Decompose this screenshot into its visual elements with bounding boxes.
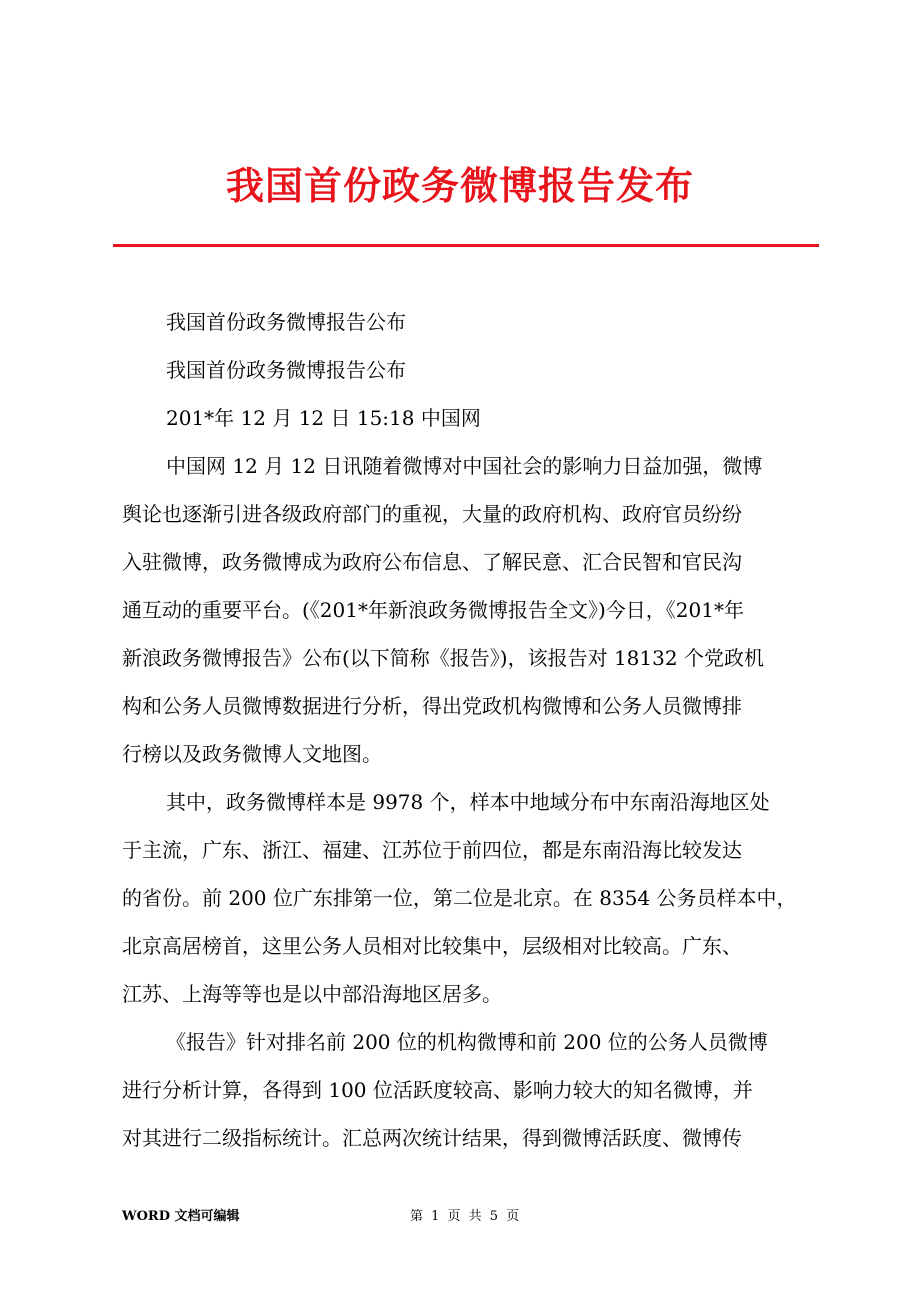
text-line: 我国首份政务微博报告公布 xyxy=(166,310,406,334)
text-line: 中国网 12 月 12 日讯随着微博对中国社会的影响力日益加强，微博 xyxy=(166,454,763,478)
text-line: 行榜以及政务微博人文地图。 xyxy=(122,742,382,766)
text-line: 通互动的重要平台。(《201*年新浪政务微博报告全文》)今日，《201*年 xyxy=(122,598,744,622)
text-line: 201*年 12 月 12 日 15:18 中国网 xyxy=(166,406,481,430)
text-line: 新浪政务微博报告》公布(以下简称《报告》)，该报告对 18132 个党政机 xyxy=(122,646,764,670)
text-line: 江苏、上海等等也是以中部沿海地区居多。 xyxy=(122,982,502,1006)
text-line: 于主流，广东、浙江、福建、江苏位于前四位，都是东南沿海比较发达 xyxy=(122,838,742,862)
text-line: 构和公务人员微博数据进行分析，得出党政机构微博和公务人员微博排 xyxy=(122,694,742,718)
text-line: 入驻微博，政务微博成为政府公布信息、了解民意、汇合民智和官民沟 xyxy=(122,550,742,574)
text-line: 我国首份政务微博报告公布 xyxy=(166,358,406,382)
title-divider xyxy=(113,244,819,247)
footer-editable-label: WORD 文档可编辑 xyxy=(122,1209,240,1224)
text-line: 舆论也逐渐引进各级政府部门的重视，大量的政府机构、政府官员纷纷 xyxy=(122,502,742,526)
text-line: 对其进行二级指标统计。汇总两次统计结果，得到微博活跃度、微博传 xyxy=(122,1126,742,1150)
text-line: 其中，政务微博样本是 9978 个，样本中地域分布中东南沿海地区处 xyxy=(166,790,770,814)
footer-page-number: 第 1 页 共 5 页 xyxy=(410,1209,522,1224)
text-line: 《报告》针对排名前 200 位的机构微博和前 200 位的公务人员微博 xyxy=(166,1030,768,1054)
text-line: 北京高居榜首，这里公务人员相对比较集中，层级相对比较高。广东、 xyxy=(122,934,742,958)
text-line: 的省份。前 200 位广东排第一位，第二位是北京。在 8354 公务员样本中， xyxy=(122,886,797,910)
text-line: 进行分析计算，各得到 100 位活跃度较高、影响力较大的知名微博，并 xyxy=(122,1078,753,1102)
document-title: 我国首份政务微博报告发布 xyxy=(225,163,694,208)
